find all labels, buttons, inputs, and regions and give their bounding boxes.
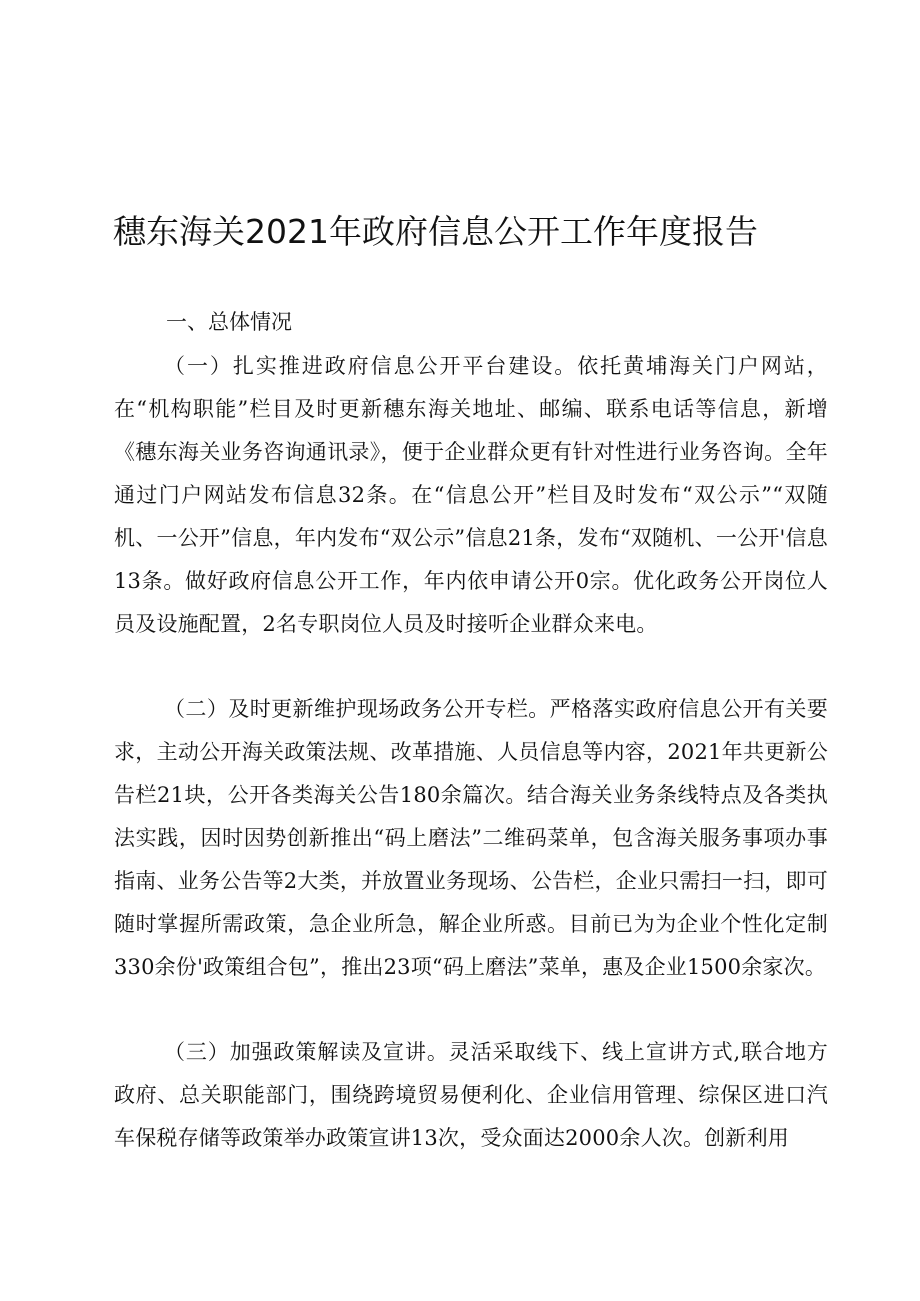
section-heading: 一、总体情况: [166, 310, 292, 334]
paragraph-platform-construction: （一）扎实推进政府信息公开平台建设。依托黄埔海关门户网站，在“机构职能”栏目及时更新穗东海关地址、邮编、联系电话等信息，新增《穗东海关业务咨询通讯录》，便于企业群众更有针对性进行业务咨询。全年通过门户网站发布信息32条。在“信息公开”栏目及时发布“双公示”“双随机、一公开”信息，年内发布“双公示”信息21条，发布“双随机、一公开'信息13条。做好政府信息公开工作，年内依申请公开0宗。优化政务公开岗位人员及设施配置，2名专职岗位人员及时接听企业群众来电。: [114, 354, 828, 636]
page-title: 穗东海关2021年政府信息公开工作年度报告: [113, 212, 758, 251]
paragraph-onsite-column: （二）及时更新维护现场政务公开专栏。严格落实政府信息公开有关要求，主动公开海关政策法规、改革措施、人员信息等内容，2021年共更新公告栏21块，公开各类海关公告180余篇次。结合海关业务条线特点及各类执法实践，因时因势创新推出“码上磨法”二维码菜单，包含海关服务事项办事指南、业务公告等2大类，并放置业务现场、公告栏，企业只需扫一扫，即可随时掌握所需政策，急企业所急，解企业所惑。目前已为为企业个性化定制330余份'政策组合包”，推出23项“码上磨法”菜单，惠及企业1500余家次。: [114, 697, 828, 979]
paragraph-policy-interpretation: （三）加强政策解读及宣讲。灵活采取线下、线上宣讲方式,联合地方政府、总关职能部门，围绕跨境贸易便利化、企业信用管理、综保区进口汽车保税存储等政策举办政策宣讲13次，受众面达2000余人次。创新利用: [114, 1040, 828, 1150]
